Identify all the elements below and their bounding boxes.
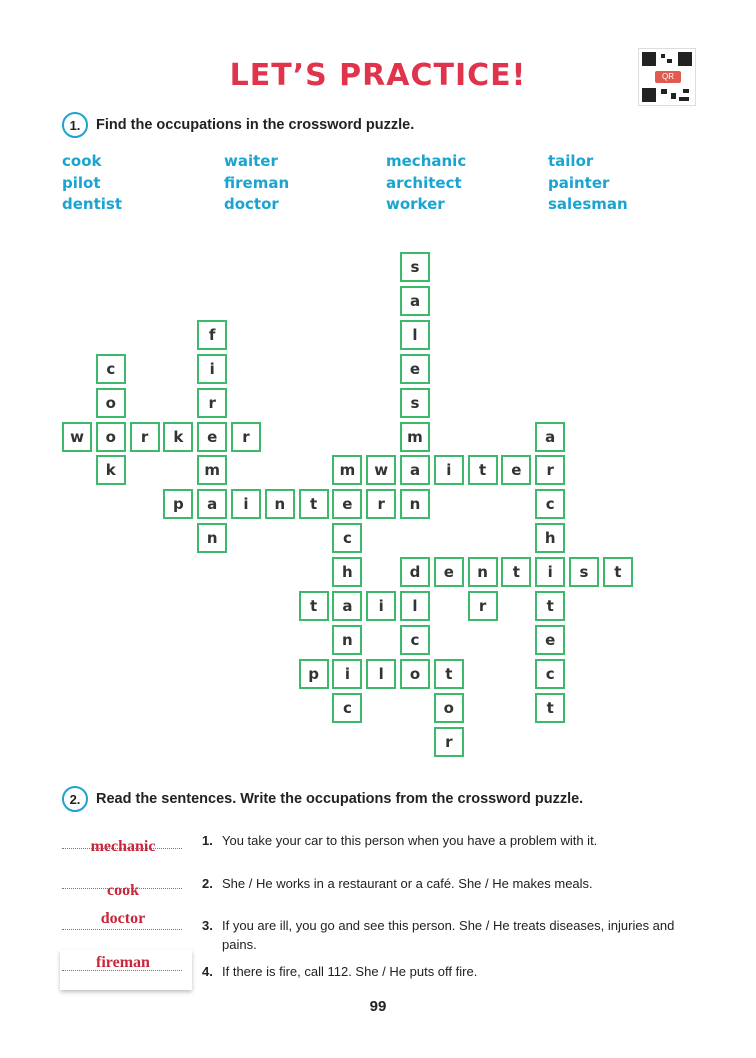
word-pilot: pilot (62, 174, 101, 192)
answer-line[interactable] (62, 929, 182, 930)
word-painter: painter (548, 174, 610, 192)
crossword-cell: r (197, 388, 227, 418)
crossword-cell: e (434, 557, 464, 587)
crossword-cell: a (400, 455, 430, 485)
crossword-cell: m (400, 422, 430, 452)
crossword-cell: h (332, 557, 362, 587)
crossword-cell: c (332, 693, 362, 723)
crossword-cell: c (535, 659, 565, 689)
crossword-cell: r (468, 591, 498, 621)
crossword-cell: n (468, 557, 498, 587)
crossword-cell: t (468, 455, 498, 485)
crossword-cell: a (197, 489, 227, 519)
crossword-cell: a (535, 422, 565, 452)
qr-code-icon (638, 48, 696, 106)
answer-text[interactable]: mechanic (90, 838, 156, 855)
crossword-cell: s (400, 252, 430, 282)
sentence-text: She / He works in a restaurant or a café. She / He makes meals. (222, 876, 593, 891)
sentence-number: 4. (202, 964, 213, 979)
crossword-cell: e (332, 489, 362, 519)
word-waiter: waiter (224, 152, 278, 170)
word-architect: architect (386, 174, 462, 192)
crossword-cell: t (535, 693, 565, 723)
sentence-text: You take your car to this person when you have a problem with it. (222, 833, 598, 848)
crossword-cell: e (501, 455, 531, 485)
crossword-cell: n (197, 523, 227, 553)
word-dentist: dentist (62, 195, 122, 213)
crossword-cell: r (231, 422, 261, 452)
crossword-cell: s (569, 557, 599, 587)
answer-text[interactable]: cook (107, 882, 139, 899)
crossword-cell: m (197, 455, 227, 485)
crossword-cell: i (434, 455, 464, 485)
word-doctor: doctor (224, 195, 279, 213)
crossword-cell: n (400, 489, 430, 519)
answer-text[interactable]: fireman (96, 954, 150, 971)
word-tailor: tailor (548, 152, 594, 170)
crossword-cell: o (400, 659, 430, 689)
crossword-cell: e (535, 625, 565, 655)
exercise-1-number: 1. (62, 112, 88, 138)
crossword-cell: o (434, 693, 464, 723)
crossword-cell: k (163, 422, 193, 452)
crossword-cell: r (366, 489, 396, 519)
crossword-cell: a (332, 591, 362, 621)
crossword-cell: c (96, 354, 126, 384)
exercise-2-header (62, 786, 583, 812)
crossword-cell: t (299, 591, 329, 621)
crossword-cell: r (130, 422, 160, 452)
crossword-cell: d (400, 557, 430, 587)
crossword-cell: p (299, 659, 329, 689)
crossword-cell: t (603, 557, 633, 587)
crossword-cell: m (332, 455, 362, 485)
crossword-cell: n (332, 625, 362, 655)
exercise-1-instruction: Find the occupations in the crossword puzzle. (96, 117, 415, 133)
crossword-cell: i (197, 354, 227, 384)
word-mechanic: mechanic (386, 152, 467, 170)
crossword-cell: t (299, 489, 329, 519)
sentence-number: 1. (202, 833, 213, 848)
qr-badge: QR (655, 71, 681, 83)
crossword-cell: n (265, 489, 295, 519)
crossword-cell: t (501, 557, 531, 587)
exercise-1-header (62, 112, 414, 138)
crossword-cell: c (332, 523, 362, 553)
crossword-cell: a (400, 286, 430, 316)
crossword-cell: t (434, 659, 464, 689)
crossword-cell: p (163, 489, 193, 519)
word-salesman: salesman (548, 195, 628, 213)
crossword-cell: l (366, 659, 396, 689)
sentence-text: If there is fire, call 112. She / He puts off fire. (222, 964, 478, 979)
crossword-cell: w (62, 422, 92, 452)
crossword-cell: c (400, 625, 430, 655)
crossword-cell: k (96, 455, 126, 485)
crossword-cell: i (231, 489, 261, 519)
sentence-number: 3. (202, 918, 213, 933)
crossword-cell: r (535, 455, 565, 485)
answer-text[interactable]: doctor (100, 910, 146, 927)
word-fireman: fireman (224, 174, 290, 192)
crossword-cell: r (434, 727, 464, 757)
crossword-cell: f (197, 320, 227, 350)
crossword-cell: l (400, 591, 430, 621)
crossword-cell: l (400, 320, 430, 350)
exercise-2-instruction: Read the sentences. Write the occupations from the crossword puzzle. (96, 791, 584, 807)
crossword-cell: h (535, 523, 565, 553)
crossword-cell: o (96, 388, 126, 418)
crossword-cell: o (96, 422, 126, 452)
crossword-cell: s (400, 388, 430, 418)
word-worker: worker (386, 195, 445, 213)
sentence-text: If you are ill, you go and see this person. She / He treats diseases, injuries and pains. (222, 918, 675, 952)
crossword-cell: i (535, 557, 565, 587)
page-title: LET’S PRACTICE! (229, 58, 527, 93)
page-number: 99 (369, 998, 387, 1015)
crossword-cell: c (535, 489, 565, 519)
crossword-cell: i (366, 591, 396, 621)
crossword-cell: i (332, 659, 362, 689)
word-cook: cook (62, 152, 102, 170)
crossword-cell: e (197, 422, 227, 452)
crossword-cell: e (400, 354, 430, 384)
exercise-2-number: 2. (62, 786, 88, 812)
crossword-cell: w (366, 455, 396, 485)
crossword-cell: t (535, 591, 565, 621)
sentence-number: 2. (202, 876, 213, 891)
